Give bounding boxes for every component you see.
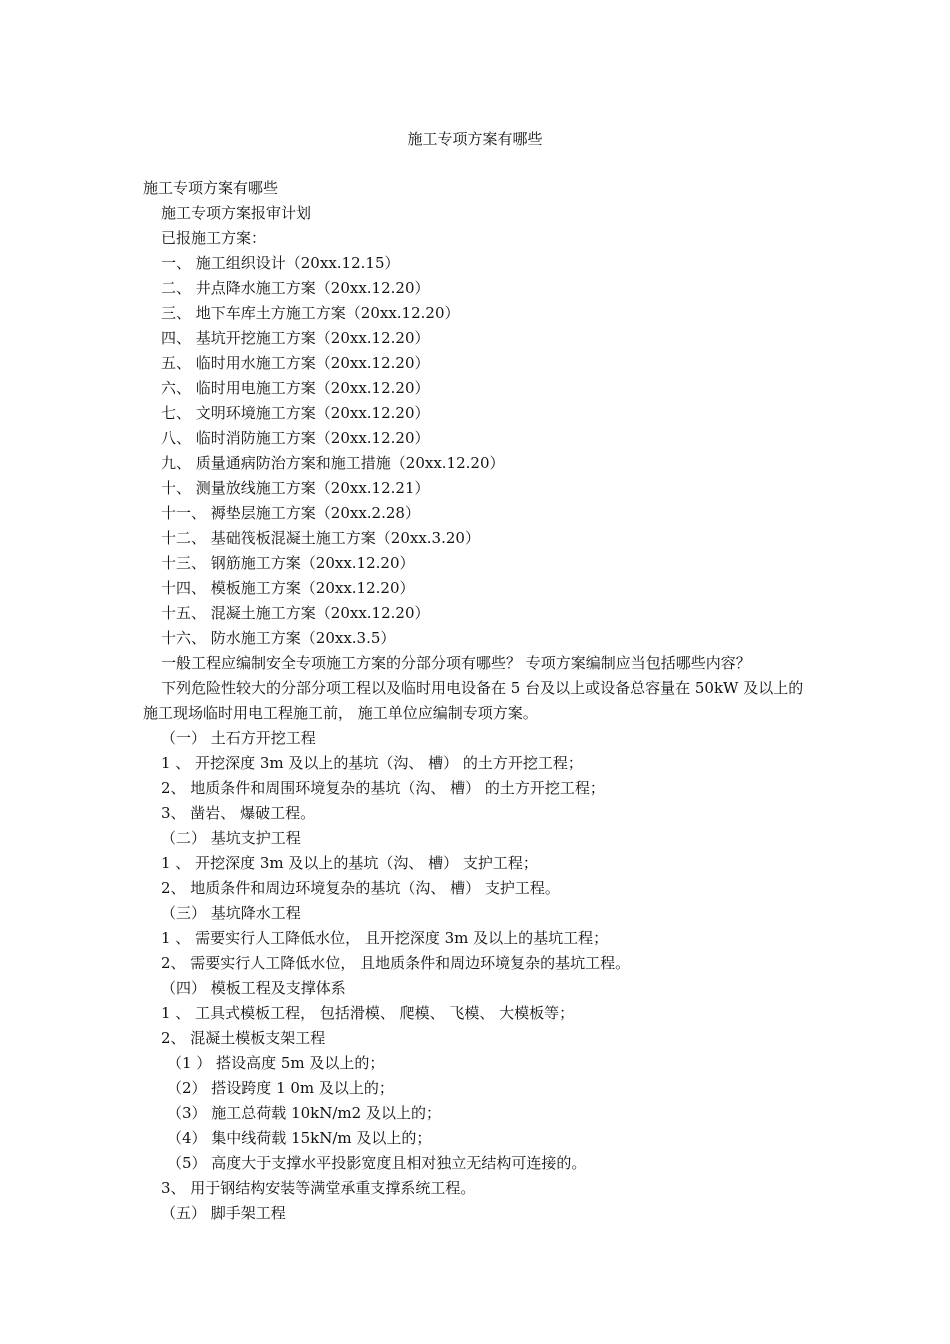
list-item: 三、 地下车库土方施工方案（20xx.12.20） xyxy=(161,304,460,322)
intro-paragraph: 下列危险性较大的分部分项工程以及临时用电设备在 5 台及以上或设备总容量在 50kW 及以上的施工现场临时用电工程施工前， 施工单位应编制专项方案。 xyxy=(143,679,804,722)
section-item: 1 、 工具式模板工程， 包括滑模、 爬模、 飞模、 大模板等； xyxy=(161,1004,575,1022)
list-item: 九、 质量通病防治方案和施工措施（20xx.12.20） xyxy=(161,454,505,472)
list-item: 十六、 防水施工方案（20xx.3.5） xyxy=(161,629,396,647)
document-title: 施工专项方案有哪些 xyxy=(407,130,543,148)
list-item: 四、 基坑开挖施工方案（20xx.12.20） xyxy=(161,329,430,347)
section-subitem: （3） 施工总荷载 10kN/m2 及以上的； xyxy=(167,1104,441,1122)
section-heading: （四） 模板工程及支撑体系 xyxy=(161,979,346,997)
section-heading: （一） 土石方开挖工程 xyxy=(161,729,316,747)
list-item: 五、 临时用水施工方案（20xx.12.20） xyxy=(161,354,430,372)
submitted-label: 已报施工方案： xyxy=(161,229,267,247)
section-item: 3、 凿岩、 爆破工程。 xyxy=(161,804,316,822)
section-heading: （五） 脚手架工程 xyxy=(161,1204,286,1222)
list-item: 十五、 混凝土施工方案（20xx.12.20） xyxy=(161,604,430,622)
list-item: 十二、 基础筏板混凝土施工方案（20xx.3.20） xyxy=(161,529,480,547)
section-subitem: （1 ） 搭设高度 5m 及以上的； xyxy=(167,1054,385,1072)
list-item: 一、 施工组织设计（20xx.12.15） xyxy=(161,254,400,272)
list-item: 十四、 模板施工方案（20xx.12.20） xyxy=(161,579,415,597)
plan-title: 施工专项方案报审计划 xyxy=(161,204,312,222)
list-item: 六、 临时用电施工方案（20xx.12.20） xyxy=(161,379,430,397)
section-item: 2、 地质条件和周边环境复杂的基坑（沟、 槽） 支护工程。 xyxy=(161,879,560,897)
section-subitem: （4） 集中线荷载 15kN/m 及以上的； xyxy=(167,1129,432,1147)
section-subitem: （2） 搭设跨度 1 0m 及以上的； xyxy=(167,1079,394,1097)
section-item: 1 、 开挖深度 3m 及以上的基坑（沟、 槽） 支护工程； xyxy=(161,854,538,872)
section-item: 1 、 需要实行人工降低水位， 且开挖深度 3m 及以上的基坑工程； xyxy=(161,929,609,947)
section-item: 1 、 开挖深度 3m 及以上的基坑（沟、 槽） 的土方开挖工程； xyxy=(161,754,583,772)
section-item: 3、 用于钢结构安装等满堂承重支撑系统工程。 xyxy=(161,1179,476,1197)
list-item: 八、 临时消防施工方案（20xx.12.20） xyxy=(161,429,430,447)
list-item: 十一、 褥垫层施工方案（20xx.2.28） xyxy=(161,504,420,522)
section-heading: （二） 基坑支护工程 xyxy=(161,829,301,847)
plan-list xyxy=(143,251,808,651)
section-subitem: （5） 高度大于支撑水平投影宽度且相对独立无结构可连接的。 xyxy=(167,1154,587,1172)
list-item: 二、 井点降水施工方案（20xx.12.20） xyxy=(161,279,430,297)
section-item: 2、 混凝土模板支架工程 xyxy=(161,1029,326,1047)
document-heading: 施工专项方案有哪些 xyxy=(143,179,279,197)
list-item: 七、 文明环境施工方案（20xx.12.20） xyxy=(161,404,430,422)
list-item: 十三、 钢筋施工方案（20xx.12.20） xyxy=(161,554,415,572)
section-item: 2、 地质条件和周围环境复杂的基坑（沟、 槽） 的土方开挖工程； xyxy=(161,779,605,797)
section-item: 2、 需要实行人工降低水位， 且地质条件和周边环境复杂的基坑工程。 xyxy=(161,954,631,972)
document-body xyxy=(143,176,808,1226)
list-item: 十、 测量放线施工方案（20xx.12.21） xyxy=(161,479,430,497)
question-paragraph: 一般工程应编制安全专项施工方案的分部分项有哪些？ 专项方案编制应当包括哪些内容？ xyxy=(161,654,751,672)
section-heading: （三） 基坑降水工程 xyxy=(161,904,301,922)
